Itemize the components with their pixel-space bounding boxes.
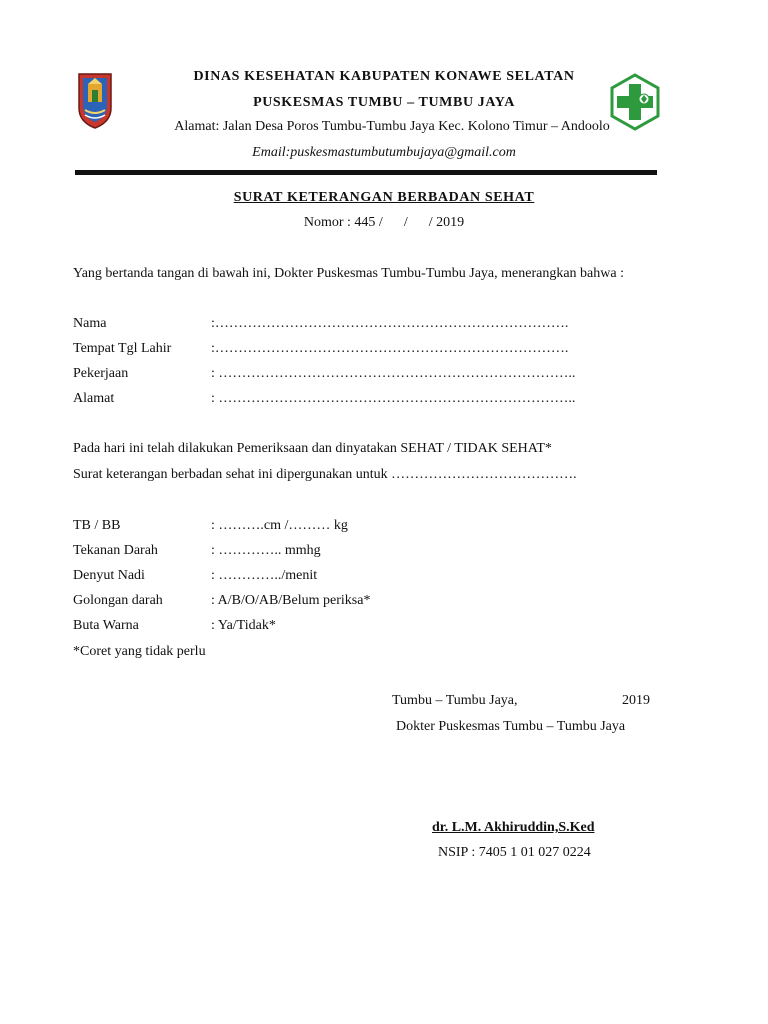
org-line: DINAS KESEHATAN KABUPATEN KONAWE SELATAN [193, 69, 575, 84]
field-value: :…………………………………………………………………. [211, 316, 569, 331]
intro-text: Yang bertanda tangan di bawah ini, Dokter Puskesmas Tumbu-Tumbu Jaya, menerangkan bahwa : [73, 266, 624, 281]
email-line: Email:puskesmastumbutumbujaya@gmail.com [252, 145, 516, 160]
purpose-text: Surat keterangan berbadan sehat ini dipergunakan untuk …………………………………. [73, 467, 577, 482]
field-label: Tempat Tgl Lahir [73, 341, 172, 356]
field-label: Buta Warna [73, 618, 139, 633]
field-value: : …………../menit [211, 568, 318, 583]
field-value: :…………………………………………………………………. [211, 341, 569, 356]
field-label: Denyut Nadi [73, 568, 145, 583]
address-line: Alamat: Jalan Desa Poros Tumbu-Tumbu Jaya Kec. Kolono Timur – Andoolo [174, 119, 610, 134]
document-title: SURAT KETERANGAN BERBADAN SEHAT [233, 190, 535, 205]
exam-result-text: Pada hari ini telah dilakukan Pemeriksaan dan dinyatakan SEHAT / TIDAK SEHAT* [73, 441, 552, 456]
field-value: : Ya/Tidak* [211, 618, 276, 633]
field-label: Golongan darah [73, 593, 163, 608]
field-label: TB / BB [73, 518, 121, 533]
signatory-nip: NSIP : 7405 1 01 027 0224 [438, 845, 591, 860]
document-number: Nomor : 445 / / / 2019 [303, 215, 465, 230]
field-value: : ……….cm /……… kg [211, 518, 348, 533]
field-label: Tekanan Darah [73, 543, 158, 558]
unit-line: PUSKESMAS TUMBU – TUMBU JAYA [253, 95, 515, 110]
signature-role: Dokter Puskesmas Tumbu – Tumbu Jaya [396, 719, 626, 734]
field-value: : A/B/O/AB/Belum periksa* [211, 593, 371, 608]
field-label: Pekerjaan [73, 366, 129, 381]
signature-place: Tumbu – Tumbu Jaya, [392, 693, 518, 708]
field-value: : ………………………………………………………………….. [211, 366, 576, 381]
footnote-text: *Coret yang tidak perlu [73, 644, 206, 659]
field-label: Alamat [73, 391, 115, 406]
field-label: Nama [73, 316, 107, 331]
header-divider [75, 170, 657, 175]
field-value: : ………………………………………………………………….. [211, 391, 576, 406]
signature-year: 2019 [622, 693, 650, 708]
signatory-name: dr. L.M. Akhiruddin,S.Ked [432, 820, 595, 835]
field-value: : ………….. mmhg [211, 543, 321, 558]
